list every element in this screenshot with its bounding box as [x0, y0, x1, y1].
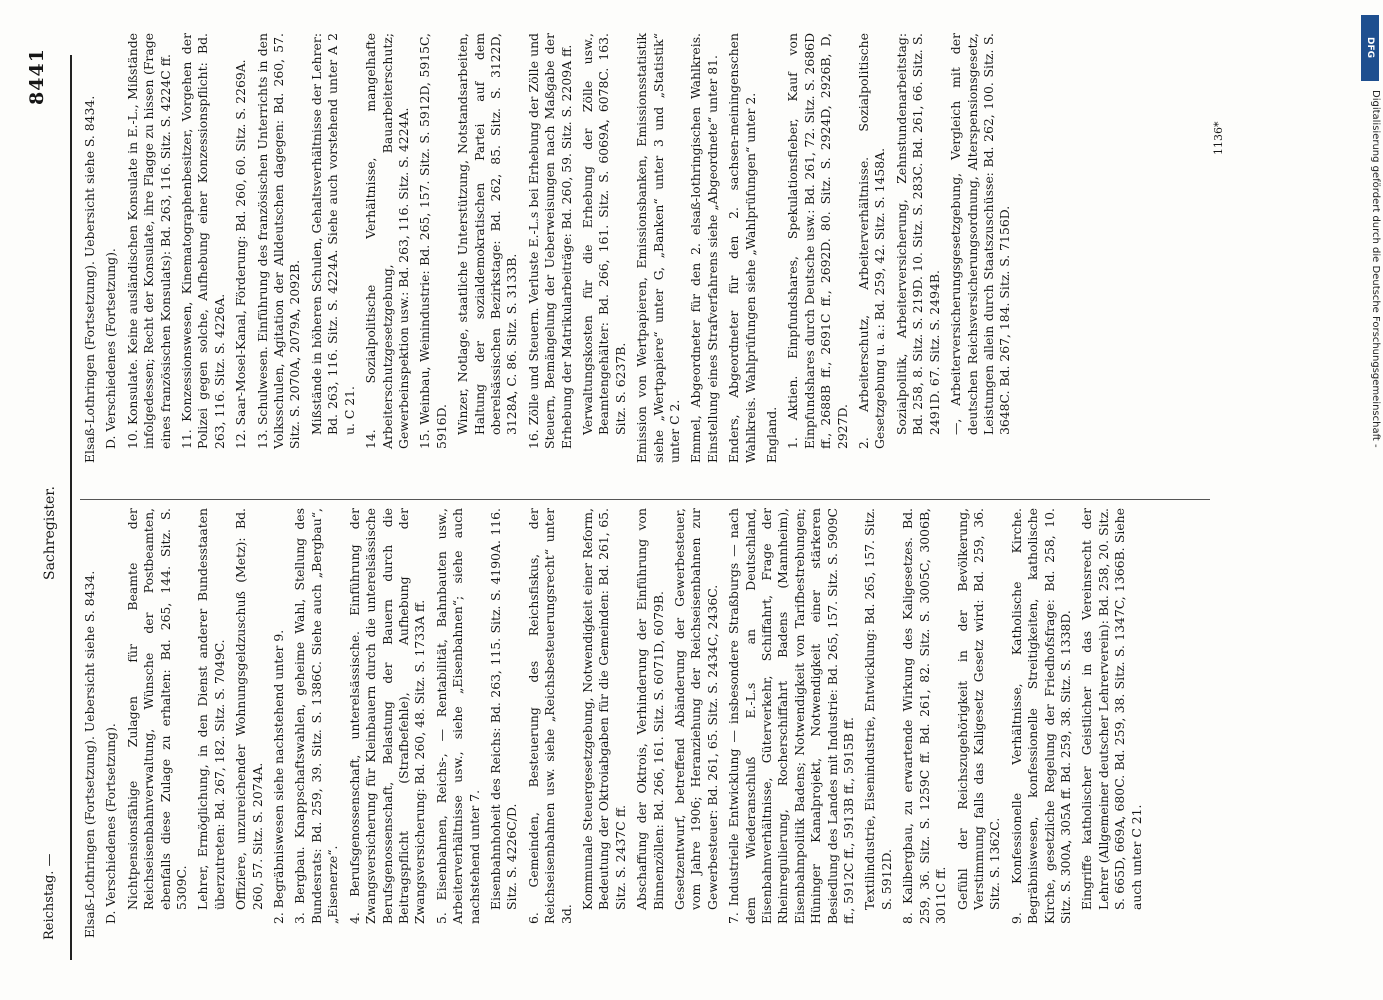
- right-entry: Emmel, Abgeordneter für den 2. elsaß-lothringischen Wahlkreis. Einstellung eines Strafverfahrens siehe „Abgeordnete“ unter 81.: [688, 33, 720, 463]
- left-entry: 2. Begräbniswesen siehe nachstehend unter 9.: [271, 629, 287, 924]
- right-entry: D. Verschiedenes (Fortsetzung).: [103, 248, 119, 449]
- right-entry: 2. Arbeiterschutz, Arbeiterverhältnisse. Sozialpolitische Gesetzgebung u. a.: Bd. 259, 42. Sitz. S. 1458A.: [856, 33, 888, 449]
- page-number: 8441: [26, 48, 48, 105]
- right-entry: Sozialpolitik, Arbeiterversicherung, Zehnstundenarbeitstag: Bd. 258, 8. Sitz. S. 219D. 10. Sitz. S. 283C. Bd. 261, 66. Sitz. S. 2491D. 67. Sitz. S. 2494B.: [893, 33, 942, 435]
- right-entry: 16. Zölle und Steuern. Verluste E.-L.s bei Erhebung der Zölle und Steuern, Bemängelung der Ueberweisungen nach Maßgabe der Erhebung der Matrikularbeiträge: Bd. 260, 59. Sitz. S. 2209A ff.: [525, 33, 574, 449]
- header-left: Reichstag. —: [42, 853, 57, 940]
- left-entry: Nichtpensionsfähige Zulagen für Beamte der Reichseisenbahnverwaltung, Wünsche der Postbeamten, ebenfalls diese Zulage zu erhalten: Bd. 265, 144. Sitz. S. 5309C.: [124, 508, 190, 910]
- right-entry: Emission von Wertpapieren, Emissionsbanken, Emissionsstatistik siehe „Wertpapiere“ unter G, „Banken“ unter 3 und „Statistik“ unter C 2.: [634, 33, 682, 463]
- left-entry: 9. Konfessionelle Verhältnisse, Katholische Kirche. Begräbniswesen, konfessionelle Streitigkeiten, katholische Kirche, gesetzliche Regelung der Friedhofsfrage: Bd. 258, 10. Sitz. S. 300A, 305A ff. Bd. 259, 38. Sitz. S. 1338D.: [1008, 508, 1073, 924]
- left-entry: Gefühl der Reichszugehörigkeit in der Bevölkerung, Verstimmung falls das Kaligesetz Gesetz wird: Bd. 259, 36. Sitz. S. 1362C.: [954, 508, 1003, 910]
- column-divider: [80, 499, 1210, 500]
- left-column: [82, 508, 1150, 938]
- left-entry: Eisenbahnhoheit des Reichs: Bd. 263, 115. Sitz. S. 4190A. 116. Sitz. S. 4226C/D.: [487, 508, 520, 910]
- right-entry: Winzer, Notlage, staatliche Unterstützung, Notstandsarbeiten, Haltung der sozialdemokratischen Partei auf dem oberelsässischen Bezirkstage: Bd. 262, 85. Sitz. S. 3122D, 3128A, C. 86. Sitz. S. 3133B.: [455, 33, 520, 435]
- right-entry: —, Arbeiterversicherungsgesetzgebung, Vergleich mit der deutschen Reichsversicherungsordnung, Alterspensionsgesetz, Leistungen allein durch Staatszuschüsse: Bd. 262, 100. Sitz. S. 3648C. Bd. 267, 184. Sitz. S. 7156D.: [948, 33, 1013, 435]
- header-title: Sachregister.: [42, 486, 58, 580]
- left-entry: Kommunale Steuergesetzgebung, Notwendigkeit einer Reform, Bedeutung der Oktroiabgaben für die Gemeinden: Bd. 261, 65. Sitz. S. 2437C ff.: [579, 508, 628, 910]
- header-rule: [70, 55, 72, 960]
- left-entry: 4. Berufsgenossenschaft, unterelsässische. Einführung der Zwangsversicherung für Kleinbauern durch die unterelsässische Berufsgenossenschaft, Belastung der Bauern durch die Beitragspflicht (Strafbefehle), Aufhebung der Zwangsversicherung: Bd. 260, 48. Sitz. S. 1733A ff.: [346, 508, 428, 924]
- left-entry: Abschaffung der Oktrois, Verhinderung der Einführung von Binnenzöllen: Bd. 266, 161. Sitz. S. 6071D, 6079B.: [634, 508, 666, 910]
- left-entry: Eingriffe katholischer Geistlicher in das Vereinsrecht der Lehrer (Allgemeiner deutscher Lehrerverein): Bd. 258, 20. Sitz. S. 665D, 669A, 680C. Bd. 259, 38. Sitz. S. 1347C, 1366B. Siehe auch unter C 21.: [1079, 508, 1144, 910]
- left-entry: Elsaß-Lothringen (Fortsetzung). Uebersicht siehe S. 8434.: [82, 570, 97, 938]
- right-entry: 14. Sozialpolitische Verhältnisse, mangelhafte Arbeiterschutzgesetzgebung, Bauarbeiterschutz; Gewerbeinspektion usw.: Bd. 263, 116. Sitz. S. 4224A.: [363, 33, 411, 449]
- right-entry: 1. Aktien. Einpfundshares, Spekulationsfieber, Kauf von Einpfundshares durch Deutsche usw.: Bd. 261, 72. Sitz. S. 2686D ff., 2688B ff., 2691C ff., 2692D. 80. Sitz. S. 2924D, 2926B, D, 2927D.: [785, 33, 850, 449]
- dfg-logo: DFG: [1361, 15, 1379, 81]
- right-entry: 12. Saar-Mosel-Kanal, Förderung: Bd. 260, 60. Sitz. S. 2269A.: [233, 59, 249, 449]
- digitization-credit: [1360, 15, 1382, 975]
- left-entry: 7. Industrielle Entwicklung — insbesondere Straßburgs — nach dem Wiederanschluß E.-L.s an Deutschland, Eisenbahnverhältnisse, Güterverkehr, Schiffahrt, Frage der Rheinregulierung, Rocherschiffahrt Badens (Mannheim), Eisenbahnpolitik Badens; Notwendigkeit von Tarifbestrebungen; Hüninger Kanalprojekt, Notwendigkeit einer stärkeren Besiedlung des Landes mit Industrie: Bd. 265, 157. Sitz. S. 5909C ff., 5912C ff., 5913B ff., 5915B ff.: [726, 508, 857, 924]
- footer-code: 1136*: [1212, 121, 1225, 155]
- right-entry: Enders, Abgeordneter für den 2. sachsen-meiningenschen Wahlkreis. Wahlprüfungen siehe „Wahlprüfungen“ unter 2.: [726, 33, 758, 463]
- right-entry: 13. Schulwesen. Einführung des französischen Unterrichts in den Volksschulen, Agitation der Alldeutschen dagegen: Bd. 260, 57. Sitz. S. 2070A, 2079A, 2092B.: [254, 33, 303, 449]
- left-entry: D. Verschiedenes (Fortsetzung).: [103, 723, 119, 924]
- right-entry: Elsaß-Lothringen (Fortsetzung). Uebersicht siehe S. 8434.: [82, 95, 97, 463]
- left-entry: Offiziere, unzureichender Wohnungsgeldzuschuß (Metz): Bd. 260, 57. Sitz. S. 2074A.: [233, 508, 265, 910]
- left-entry: Textilindustrie, Eisenindustrie, Entwicklung: Bd. 265, 157. Sitz. S. 5912D.: [862, 508, 894, 910]
- right-column: [82, 33, 1019, 463]
- right-entry: England.: [764, 406, 780, 463]
- left-entry: 8. Kalibergbau, zu erwartende Wirkung des Kaligesetzes. Bd. 259, 36. Sitz. S. 1259C ff. Bd. 261, 82. Sitz. S. 3005C, 3006B, 3011C ff.: [900, 508, 949, 924]
- left-entry: 5. Eisenbahnen, Reichs-, — Rentabilität, Bahnbauten usw., Arbeiterverhältnisse usw., siehe „Eisenbahnen“; siehe auch nachstehend unter 7.: [433, 508, 482, 924]
- left-entry: 3. Bergbau. Knappschaftswahlen, geheime Wahl, Stellung des Bundesrats: Bd. 259, 39. Sitz. S. 1386C. Siehe auch „Bergbau“, „Eisenerze“.: [292, 508, 341, 924]
- left-entry: Gesetzentwurf, betreffend Abänderung der Gewerbesteuer, vom Jahre 1906; Heranziehung der Reichseisenbahnen zur Gewerbesteuer: Bd. 261, 65. Sitz. S. 2434C, 2436C.: [672, 508, 720, 910]
- right-entry: 10. Konsulate. Keine ausländischen Konsulate in E.-L., Mißstände infolgedessen; Recht der Konsulate, ihre Flagge zu hissen (Frage eines französischen Konsulats): Bd. 263, 116. Sitz. S. 4224C ff.: [124, 33, 173, 449]
- left-entry: Lehrer, Ermöglichung, in den Dienst anderer Bundesstaaten überzutreten: Bd. 267, 182. Sitz. S. 7049C.: [195, 508, 227, 910]
- right-entry: 11. Konzessionswesen, Kinematographenbesitzer, Vorgehen der Polizei gegen solche, Aufhebung einer Konzessionspflicht: Bd. 263, 116. Sitz. S. 4226A.: [179, 33, 227, 449]
- left-entry: 6. Gemeinden, Besteuerung des Reichsfiskus, der Reichseisenbahnen usw. siehe „Reichsbesteuerungsrecht“ unter 3d.: [525, 508, 574, 924]
- right-entry: 15. Weinbau, Weinindustrie: Bd. 265, 157. Sitz. S. 5912D, 5915C, 5916D.: [417, 33, 449, 449]
- right-entry: Mißstände in höheren Schulen, Gehaltsverhältnisse der Lehrer: Bd. 263, 116. Sitz. S. 4224A. Siehe auch vorstehend unter A 2 u. C 21.: [308, 33, 357, 435]
- right-entry: Verwaltungskosten für die Erhebung der Zölle usw., Beamtengehälter: Bd. 266, 161. Sitz. S. 6069A, 6078C. 163. Sitz. S. 6237B.: [579, 33, 628, 435]
- digitization-credit-text: Digitalisierung gefördert durch die Deutsche Forschungsgemeinschaft -: [1370, 90, 1381, 448]
